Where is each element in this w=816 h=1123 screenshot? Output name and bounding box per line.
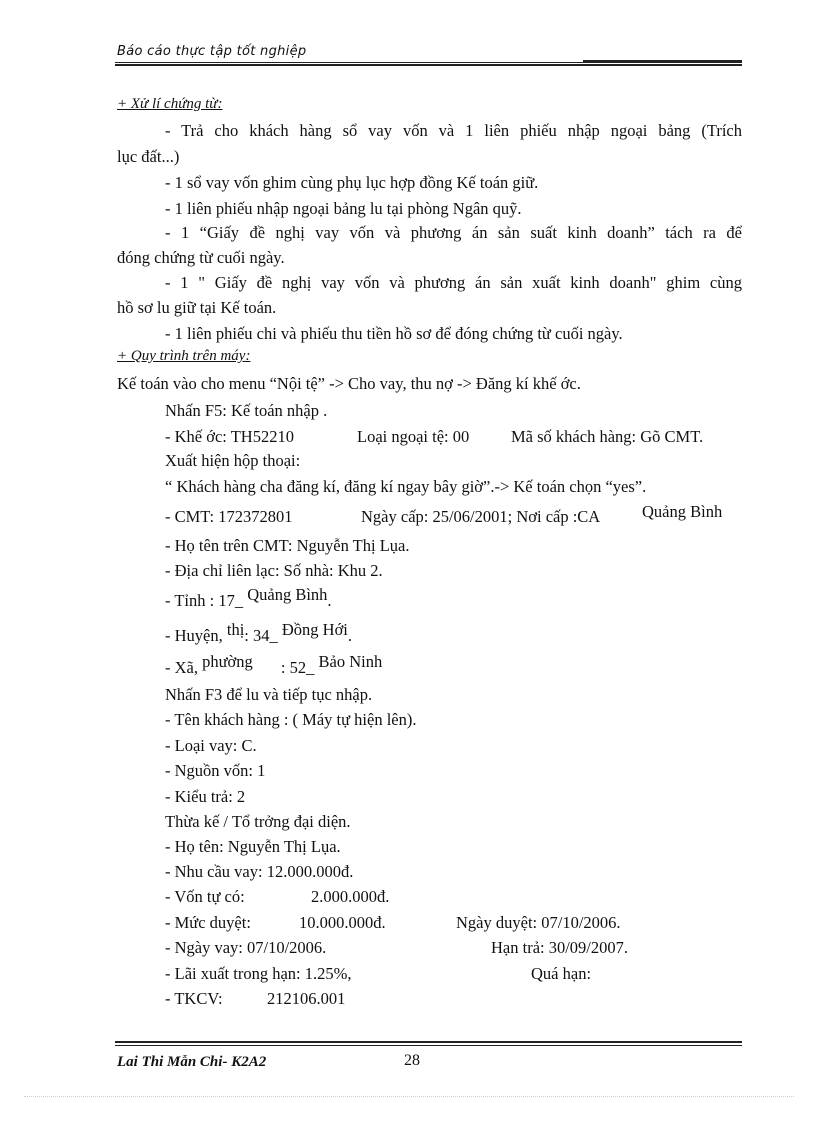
- intro-line: Kế toán vào cho menu “Nội tệ” -> Cho vay, thu nợ -> Đăng kí khế ớc.: [117, 374, 581, 393]
- full-name-line: - Họ tên trên CMT: Nguyễn Thị Lụa.: [165, 536, 410, 555]
- customer-code: Mã số khách hàng: Gõ CMT.: [511, 427, 704, 446]
- province-line: [165, 585, 332, 611]
- overdue-label: Quá hạn:: [531, 964, 592, 983]
- field-line: - Loại vay: C.: [165, 736, 257, 755]
- footer-rule: [115, 1045, 742, 1046]
- district-label-suffix: thị: [226, 620, 245, 639]
- paragraph-line: đóng chứng từ cuối ngày.: [117, 248, 285, 267]
- list-item: - 1 " Giấy đề nghị vay vốn và phương án sản xuất kinh doanh" ghim cùng: [165, 273, 742, 292]
- interest-rate: - Lãi xuất trong hạn: 1.25%,: [165, 964, 352, 983]
- step-line: Nhấn F3 để lu và tiếp tục nhập.: [165, 685, 373, 704]
- list-item: - 1 “Giấy đề nghị vay vốn và phương án sản suất kinh doanh” tách ra để: [165, 223, 742, 242]
- header-title: Báo cáo thực tập tốt nghiệp: [117, 44, 307, 59]
- punctuation: .: [347, 626, 353, 645]
- due-date: Hạn trả: 30/09/2007.: [491, 938, 629, 957]
- footer-author: Lai Thi Mẫn Chi- K2A2: [117, 1054, 267, 1070]
- currency-type: Loại ngoại tệ: 00: [357, 427, 470, 446]
- page-edge-dotted-line: [24, 1096, 794, 1097]
- own-capital-label: - Vốn tự có:: [165, 887, 245, 906]
- district-code: : 34_: [244, 626, 278, 645]
- id-number: - CMT: 172372801: [165, 507, 293, 526]
- step-line: Nhấn F5: Kế toán nhập .: [165, 401, 328, 420]
- loan-account-label: - TKCV:: [165, 989, 223, 1008]
- list-item: - 1 liên phiếu chi và phiếu thu tiền hồ sơ để đóng chứng từ cuối ngày.: [165, 324, 623, 343]
- ward-label-suffix: phường: [202, 652, 253, 671]
- paragraph-line: - Trả cho khách hàng sổ vay vốn và 1 liên phiếu nhập ngoại bảng (Trích: [165, 121, 742, 140]
- punctuation: .: [327, 591, 332, 610]
- field-line: - Họ tên: Nguyễn Thị Lụa.: [165, 837, 341, 856]
- province-value: Quảng Bình: [247, 585, 328, 604]
- loan-account-value: 212106.001: [267, 989, 346, 1008]
- dialog-text: “ Khách hàng cha đăng kí, đăng kí ngay bây giờ”.-> Kế toán chọn “yes”.: [165, 477, 647, 496]
- ward-label: - Xã,: [165, 658, 198, 677]
- paragraph-line: hồ sơ lu giữ tại Kế toán.: [117, 298, 277, 317]
- section-heading-processing: + Xử lí chứng từ:: [117, 96, 223, 112]
- id-issue-info: Ngày cấp: 25/06/2001; Nơi cấp :CA: [361, 507, 601, 526]
- ward-code: : 52_: [280, 658, 315, 677]
- page-number: 28: [404, 1052, 420, 1069]
- ward-value: Bảo Ninh: [318, 652, 383, 671]
- own-capital-value: 2.000.000đ.: [311, 887, 390, 906]
- province-label: - Tỉnh : 17_: [165, 591, 244, 610]
- header-rule: [115, 62, 742, 63]
- field-line: - Nhu cầu vay: 12.000.000đ.: [165, 862, 354, 881]
- field-line: - Kiểu trả: 2: [165, 787, 246, 806]
- district-value: Đồng Hới: [281, 620, 348, 639]
- section-heading-machine-process: + Quy trình trên máy:: [117, 348, 251, 364]
- header-rule-thick: [115, 64, 742, 66]
- field-line: - Nguồn vốn: 1: [165, 761, 266, 780]
- list-item: - 1 sổ vay vốn ghim cùng phụ lục hợp đồng Kế toán giữ.: [165, 173, 539, 192]
- id-issue-place: Quảng Bình: [642, 502, 723, 521]
- approved-amount-label: - Mức duyệt:: [165, 913, 251, 932]
- contract-number: - Khế ớc: TH52210: [165, 427, 294, 446]
- paragraph-line: lục đất...): [117, 147, 180, 166]
- field-line: Thừa kế / Tổ trởng đại diện.: [165, 812, 351, 831]
- approval-date: Ngày duyệt: 07/10/2006.: [456, 913, 621, 932]
- footer-rule-thick: [115, 1041, 742, 1043]
- district-line: [165, 620, 353, 646]
- district-label: - Huyện,: [165, 626, 223, 645]
- loan-date: - Ngày vay: 07/10/2006.: [165, 938, 327, 957]
- field-line: - Tên khách hàng : ( Máy tự hiện lên).: [165, 710, 417, 729]
- list-item: - 1 liên phiếu nhập ngoại bảng lu tại phòng Ngân quỹ.: [165, 199, 522, 218]
- ward-line: [165, 652, 383, 678]
- address-line: - Địa chỉ liên lạc: Số nhà: Khu 2.: [165, 561, 383, 580]
- approved-amount-value: 10.000.000đ.: [299, 913, 386, 932]
- dialog-label: Xuất hiện hộp thoại:: [165, 451, 301, 470]
